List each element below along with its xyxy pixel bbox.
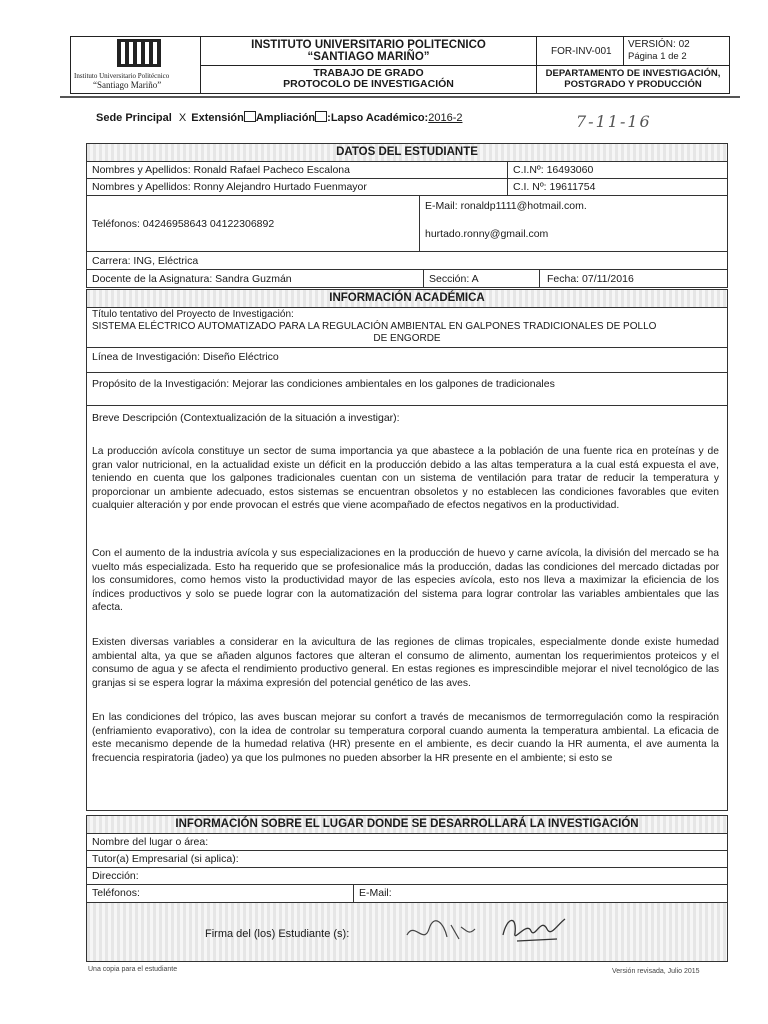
version: VERSIÓN: 02	[628, 39, 690, 50]
ampliacion-label: Ampliación	[255, 112, 316, 124]
place-section-header	[86, 815, 728, 834]
signature-row	[86, 902, 728, 962]
place-name: Nombre del lugar o área:	[92, 836, 209, 848]
sede-label: Sede Principal	[96, 112, 172, 124]
teacher-row	[86, 269, 728, 288]
student-row-1	[86, 161, 728, 179]
signature-label: Firma del (los) Estudiante (s):	[205, 928, 350, 940]
description-paragraph-4: En las condiciones del trópico, las aves buscan mejorar su confort a través de mecanismos de termorregulación como la respiración (enfriamiento evaporativo), con la idea de controlar su temperatura corporal cuando aumenta la temperatura ambiental. La eficacia de este mecanismo depende de la humedad relativa (HR) presente en el ambiente, es decir cuando la HR aumenta, el ave aumenta la frecuencia respiratoria (jadeo) ya que los pulmones no pueden absorber la HR presente en el ambiente; si esto se	[92, 712, 719, 764]
title-row	[86, 307, 728, 348]
student-ci-2: C.I. Nº: 19611754	[513, 181, 596, 193]
signature-1	[399, 917, 479, 947]
options-row	[96, 111, 462, 124]
description-paragraph-2: Con el aumento de la industria avícola y sus especializaciones en la producción de huevo y carne avícola, la división del mercado se ha vuelto más especializada. Esto ha requerido que se profesionalice más la producción, dadas las condiciones del mercado dictadas por los consumidores, como hemos visto la productividad mayor de las especies avícola, esto nos lleva a maximizar la eficiencia de los índices productivos y solo se puede lograr con la automatización del sistema para lograr controlar las variables ambientales que las afecta.	[92, 548, 719, 613]
student-contact-row	[86, 195, 728, 252]
place-section-title: INFORMACIÓN SOBRE EL LUGAR DONDE SE DESARROLLARÁ LA INVESTIGACIÓN	[175, 818, 639, 830]
institute-title-block	[201, 37, 537, 93]
lapso-value: 2016-2	[428, 112, 463, 124]
student-email-2: hurtado.ronny@gmail.com	[425, 228, 549, 240]
handwritten-date: 7-11-16	[576, 112, 652, 131]
student-section-header	[86, 143, 728, 162]
institute-logo	[109, 39, 169, 69]
extension-label: Extensión	[191, 112, 244, 124]
institute-name-2: “SANTIAGO MARIÑO”	[307, 51, 430, 63]
lapso-label: :Lapso Académico:	[327, 112, 429, 124]
student-ci-1: C.I.Nº: 16493060	[513, 164, 594, 176]
teacher: Docente de la Asignatura: Sandra Guzmán	[92, 273, 292, 285]
doc-title-1: TRABAJO DE GRADO	[313, 67, 424, 79]
footer-right: Versión revisada, Julio 2015	[612, 968, 700, 975]
tutor: Tutor(a) Empresarial (si aplica):	[92, 853, 239, 865]
form-info-block	[537, 37, 729, 93]
description-paragraph-3: Existen diversas variables a considerar en la avicultura de las regiones de climas tropicales, especialmente donde existe humedad ambiental alta, ya que se añaden algunos factores que alteran el consumo de alimento, aumentan los requerimientos proteicos y el consumo de agua y se afecta el rendimiento productivo general. En estas regiones es imprescindible mejorar el nivel tecnológico de las granjas si se espera lograr la máxima expresión del potencial genético de las aves.	[92, 637, 719, 689]
header-rule	[60, 96, 740, 98]
career-row	[86, 251, 728, 270]
purpose: Propósito de la Investigación: Mejorar las condiciones ambientales en los galpones de tradicionales	[92, 378, 555, 390]
academic-section-header	[86, 289, 728, 308]
place-phones: Teléfonos:	[92, 887, 140, 899]
document-header	[70, 36, 730, 94]
tutor-row	[86, 850, 728, 868]
purpose-row	[86, 372, 728, 406]
title-label: Título tentativo del Proyecto de Investigación:	[92, 309, 294, 320]
extension-checkbox[interactable]	[244, 111, 256, 122]
institute-name-1: INSTITUTO UNIVERSITARIO POLITECNICO	[251, 39, 486, 51]
student-name-1: Nombres y Apellidos: Ronald Rafael Pacheco Escalona	[92, 164, 350, 176]
department-1: DEPARTAMENTO DE INVESTIGACIÓN,	[545, 68, 721, 79]
academic-section-title: INFORMACIÓN ACADÉMICA	[329, 292, 485, 304]
place-email: E-Mail:	[359, 887, 392, 899]
date: Fecha: 07/11/2016	[547, 273, 634, 285]
description-label: Breve Descripción (Contextualización de la situación a investigar):	[92, 412, 400, 424]
divider	[201, 65, 536, 66]
section: Sección: A	[429, 273, 479, 285]
department-2: POSTGRADO Y PRODUCCIÓN	[564, 79, 702, 90]
research-line-row	[86, 347, 728, 373]
career: Carrera: ING, Eléctrica	[92, 255, 199, 267]
student-phones: Teléfonos: 04246958643 04122306892	[92, 218, 275, 230]
student-row-2	[86, 178, 728, 196]
ampliacion-checkbox[interactable]	[315, 111, 327, 122]
form-code: FOR-INV-001	[551, 46, 612, 57]
research-line: Línea de Investigación: Diseño Eléctrico	[92, 351, 279, 363]
student-section-title: DATOS DEL ESTUDIANTE	[336, 146, 478, 158]
title-line-2: DE ENGORDE	[373, 333, 441, 344]
place-name-row	[86, 833, 728, 851]
address-row	[86, 867, 728, 885]
doc-title-2: PROTOCOLO DE INVESTIGACIÓN	[283, 78, 454, 90]
logo-block	[71, 37, 201, 93]
student-email-1: E-Mail: ronaldp1111@hotmail.com.	[425, 200, 587, 212]
page-number: Página 1 de 2	[628, 51, 687, 62]
student-name-2: Nombres y Apellidos: Ronny Alejandro Hurtado Fuenmayor	[92, 181, 367, 193]
logo-caption-1: Instituto Universitario Politécnico	[74, 72, 170, 80]
address: Dirección:	[92, 870, 139, 882]
logo-caption-2: “Santiago Mariño”	[93, 80, 162, 90]
sede-mark[interactable]: X	[178, 112, 187, 124]
footer-left: Una copia para el estudiante	[88, 966, 178, 973]
description-paragraph-1: La producción avícola constituye un sector de suma importancia ya que abastece a la población de una fuente rica en proteínas y de gran valor nutricional, en la actualidad existe un déficit en la producción debido a las altas temperatura a la cual está expuesta el ave, teniendo en cuenta que los galpones tradicionales cuentan con un sistema de ventilación para tratar de reducir la temperatura y proporcionar un ambiente adecuado, estos sistemas se encuentran obsoletos y no establecen las condiciones favorables que eviten cualquier alteración y por ende provocan el estrés que viene acompañado de efectos negativos en la productividad.	[92, 446, 719, 511]
signature-2	[497, 911, 577, 947]
title-line-1: SISTEMA ELÉCTRICO AUTOMATIZADO PARA LA REGULACIÓN AMBIENTAL EN GALPONES TRADICIONALES DE POLLO	[92, 321, 657, 332]
phones-row	[86, 884, 728, 903]
